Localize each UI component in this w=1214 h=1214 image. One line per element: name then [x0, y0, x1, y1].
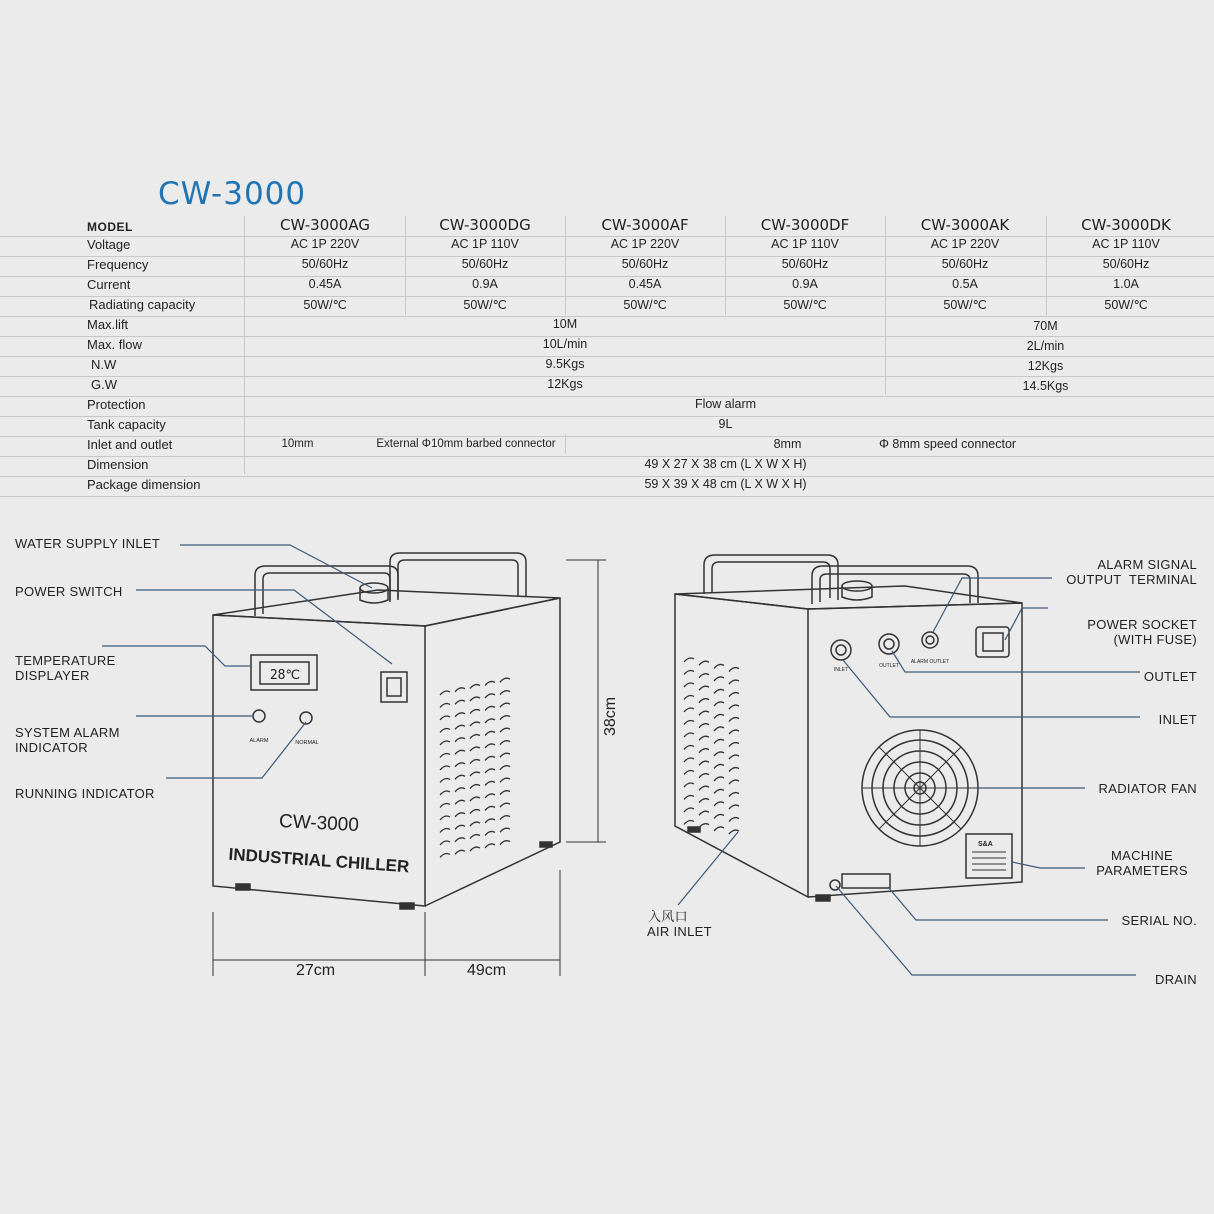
vent-slot: [699, 674, 709, 678]
vent-slot: [440, 691, 450, 695]
vent-slot: [440, 854, 450, 858]
vent-slot: [470, 835, 480, 839]
vent-slot: [500, 828, 510, 832]
vent-slot: [470, 747, 480, 751]
vent-slot: [440, 816, 450, 820]
vent-slot: [455, 750, 465, 754]
vent-slot: [470, 810, 480, 814]
vent-slot: [729, 693, 739, 697]
table-cell: 50W/℃: [1104, 298, 1148, 312]
vent-slot: [455, 688, 465, 692]
vent-slot: [684, 796, 694, 800]
vent-slot: [699, 711, 709, 715]
vent-slot: [485, 694, 495, 698]
product-text: INDUSTRIAL CHILLER: [228, 844, 410, 877]
table-cell: 50W/℃: [943, 298, 987, 312]
model-name: CW-3000DK: [1081, 216, 1171, 234]
table-cell: AC 1P 220V: [930, 237, 1000, 251]
vent-slot: [714, 664, 724, 668]
vent-slot: [684, 758, 694, 762]
vent-slot: [729, 718, 739, 722]
vent-slot: [470, 710, 480, 714]
row-label: Tank capacity: [87, 417, 166, 432]
vent-slot: [684, 783, 694, 787]
vent-slot: [500, 741, 510, 745]
vent-slot: [699, 761, 709, 765]
vent-slot: [500, 716, 510, 720]
vent-slot: [440, 829, 450, 833]
vent-slot: [684, 771, 694, 775]
vent-slot: [729, 805, 739, 809]
page-title: CW-3000: [158, 176, 307, 212]
vent-slot: [699, 661, 709, 665]
table-cell: 50/60Hz: [781, 257, 829, 271]
vent-slot: [485, 744, 495, 748]
vent-slot: [699, 699, 709, 703]
vent-slot: [684, 808, 694, 812]
vent-slot: [455, 838, 465, 842]
vent-slot: [699, 811, 709, 815]
table-cell: 50/60Hz: [301, 257, 349, 271]
row-label: Voltage: [87, 237, 131, 252]
table-cell: 59 X 39 X 48 cm (L X W X H): [644, 477, 807, 491]
model-name: CW-3000DF: [760, 216, 850, 234]
vent-slot: [699, 799, 709, 803]
table-cell: 12Kgs: [547, 377, 583, 391]
vent-slot: [485, 719, 495, 723]
row-label: Dimension: [87, 457, 149, 472]
vent-slot: [455, 713, 465, 717]
outlet-label: OUTLET: [1143, 669, 1197, 684]
table-cell: 10mm: [281, 438, 314, 450]
table-cell: 8mm: [773, 437, 802, 451]
machine-parameters-label: MACHINE PARAMETERS: [1096, 848, 1188, 878]
vent-slot: [440, 779, 450, 783]
vent-slot: [684, 721, 694, 725]
vent-slot: [470, 785, 480, 789]
vent-slot: [500, 816, 510, 820]
vent-slot: [485, 731, 495, 735]
table-cell: 0.5A: [952, 277, 978, 291]
table-cell: External Φ10mm barbed connector: [376, 438, 556, 450]
table-cell: 50W/℃: [303, 298, 347, 312]
vent-slots: [684, 658, 739, 834]
system-alarm-indicator-label: SYSTEM ALARM INDICATOR: [15, 725, 120, 755]
table-cell: 12Kgs: [1027, 359, 1064, 373]
inlet-label: INLET: [1158, 712, 1197, 727]
table-cell: AC 1P 110V: [451, 237, 519, 251]
vent-slot: [485, 781, 495, 785]
dimension-lines: [213, 560, 606, 976]
table-cell: AC 1P 220V: [290, 237, 360, 251]
vent-slot: [729, 668, 739, 672]
vent-slot: [500, 778, 510, 782]
vent-slot: [729, 743, 739, 747]
row-label: Package dimension: [87, 477, 201, 492]
vent-slot: [714, 802, 724, 806]
back-unit: [675, 555, 1022, 901]
vent-slot: [714, 739, 724, 743]
vent-slot: [699, 774, 709, 778]
width-dimension: 27cm: [296, 962, 336, 979]
vent-slot: [440, 841, 450, 845]
vent-slot: [500, 841, 510, 845]
model-label: MODEL: [87, 220, 133, 234]
table-cell: AC 1P 110V: [1092, 237, 1160, 251]
serial-no-label: SERIAL NO.: [1121, 913, 1197, 928]
vent-slot: [455, 850, 465, 854]
vent-slot: [684, 683, 694, 687]
row-label: Max. flow: [87, 337, 142, 352]
vent-slot: [440, 704, 450, 708]
vent-slot: [470, 697, 480, 701]
vent-slot: [455, 825, 465, 829]
plate-label: S&A: [978, 841, 993, 848]
row-label: Inlet and outlet: [87, 437, 173, 452]
vent-slot: [729, 780, 739, 784]
vent-slot: [500, 728, 510, 732]
vent-slot: [455, 775, 465, 779]
vent-slot: [470, 847, 480, 851]
vent-slot: [500, 791, 510, 795]
vent-slot: [729, 730, 739, 734]
table-cell: Φ 8mm speed connector: [878, 437, 1017, 451]
water-supply-inlet-label: WATER SUPPLY INLET: [15, 536, 161, 551]
row-label: Frequency: [87, 257, 149, 272]
vent-slot: [714, 827, 724, 831]
vent-slot: [699, 749, 709, 753]
vent-slot: [684, 658, 694, 662]
vent-slot: [729, 768, 739, 772]
vent-slot: [729, 705, 739, 709]
vent-slot: [440, 741, 450, 745]
vent-slot: [485, 831, 495, 835]
vent-slot: [500, 678, 510, 682]
air-inlet-label: AIR INLET: [647, 924, 712, 939]
vent-slot: [684, 708, 694, 712]
vent-slot: [699, 724, 709, 728]
height-dimension: 38cm: [602, 696, 619, 736]
table-cell: 49 X 27 X 38 cm (L X W X H): [644, 457, 807, 471]
table-cell: 50/60Hz: [941, 257, 989, 271]
table-cell: 0.9A: [792, 277, 818, 291]
vent-slot: [440, 754, 450, 758]
leader-lines: [102, 545, 1140, 975]
table-cell: 2L/min: [1026, 339, 1065, 353]
normal-label: NORMAL: [295, 740, 319, 746]
vent-slot: [470, 685, 480, 689]
vent-slot: [470, 722, 480, 726]
vent-slot: [714, 702, 724, 706]
table-cell: 50/60Hz: [621, 257, 669, 271]
vent-slot: [500, 766, 510, 770]
table-cell: 1.0A: [1113, 277, 1139, 291]
port-alarm-label: ALARM OUTLET: [910, 659, 950, 665]
vent-slot: [699, 686, 709, 690]
vent-slot: [485, 794, 495, 798]
row-label: Radiating capacity: [89, 297, 196, 312]
vent-slot: [455, 763, 465, 767]
vent-slot: [714, 814, 724, 818]
table-cell: 9L: [718, 417, 733, 431]
air-inlet-cn-label: 入风口: [648, 909, 688, 924]
vent-slot: [485, 769, 495, 773]
table-cell: 10M: [552, 317, 578, 331]
table-cell: 50/60Hz: [461, 257, 509, 271]
power-switch-label: POWER SWITCH: [15, 584, 123, 599]
vent-slot: [500, 803, 510, 807]
vent-slot: [455, 700, 465, 704]
temperature-displayer-label: TEMPERATURE DISPLAYER: [15, 653, 116, 683]
vent-slot: [714, 689, 724, 693]
table-cell: 70M: [1033, 319, 1058, 333]
vent-slot: [485, 844, 495, 848]
vent-slot: [500, 753, 510, 757]
vent-slot: [699, 786, 709, 790]
table-cell: 50W/℃: [783, 298, 827, 312]
table-cell: 9.5Kgs: [545, 357, 585, 371]
vent-slot: [684, 696, 694, 700]
vent-slot: [440, 804, 450, 808]
table-cell: 50W/℃: [623, 298, 667, 312]
table-cell: 50/60Hz: [1102, 257, 1150, 271]
row-label: Max.lift: [87, 317, 129, 332]
vent-slot: [440, 791, 450, 795]
vent-slot: [714, 677, 724, 681]
vent-slots: [440, 678, 510, 857]
vent-slot: [684, 733, 694, 737]
vent-slot: [684, 746, 694, 750]
row-label: Current: [87, 277, 131, 292]
alarm-signal-label: ALARM SIGNAL OUTPUT TERMINAL: [1066, 557, 1197, 587]
table-cell: 14.5Kgs: [1022, 379, 1069, 393]
row-label: G.W: [91, 377, 117, 392]
table-cell: 0.9A: [472, 277, 498, 291]
table-cell: AC 1P 220V: [610, 237, 680, 251]
vent-slot: [455, 738, 465, 742]
table-cell: 0.45A: [308, 277, 342, 291]
vent-slot: [699, 736, 709, 740]
vent-slot: [714, 752, 724, 756]
vent-slot: [485, 706, 495, 710]
vent-slot: [455, 725, 465, 729]
vent-slot: [714, 789, 724, 793]
vent-slot: [455, 813, 465, 817]
vent-slot: [440, 716, 450, 720]
vent-slot: [440, 766, 450, 770]
vent-slot: [714, 727, 724, 731]
table-cell: 10L/min: [542, 337, 588, 351]
vent-slot: [485, 806, 495, 810]
table-cell: Flow alarm: [694, 397, 757, 411]
table-cell: 50W/℃: [463, 298, 507, 312]
model-text: CW-3000: [278, 810, 360, 837]
vent-slot: [714, 714, 724, 718]
row-label: N.W: [91, 357, 117, 372]
length-dimension: 49cm: [467, 962, 507, 979]
vent-slot: [485, 819, 495, 823]
vent-slot: [500, 691, 510, 695]
vent-slot: [684, 671, 694, 675]
vent-slot: [470, 735, 480, 739]
vent-slot: [485, 681, 495, 685]
vent-slot: [470, 772, 480, 776]
model-name: CW-3000AK: [920, 216, 1010, 234]
display-value: 28℃: [269, 668, 301, 683]
vent-slot: [729, 793, 739, 797]
drain-label: DRAIN: [1155, 972, 1197, 987]
vent-slot: [729, 680, 739, 684]
vent-slot: [470, 822, 480, 826]
vent-slot: [714, 777, 724, 781]
port-inlet-label: INLET: [833, 667, 849, 673]
vent-slot: [440, 729, 450, 733]
alarm-label: ALARM: [249, 738, 269, 744]
model-name: CW-3000DG: [439, 216, 531, 234]
vent-slot: [729, 818, 739, 822]
vent-slot: [470, 760, 480, 764]
vent-slot: [500, 703, 510, 707]
vent-slot: [714, 764, 724, 768]
vent-slot: [455, 788, 465, 792]
vent-slot: [729, 755, 739, 759]
model-name: CW-3000AG: [280, 216, 370, 234]
vent-slot: [455, 800, 465, 804]
vent-slot: [485, 756, 495, 760]
vent-slot: [470, 797, 480, 801]
running-indicator-label: RUNNING INDICATOR: [15, 786, 155, 801]
port-outlet-label: OUTLET: [879, 663, 899, 669]
model-name: CW-3000AF: [601, 216, 689, 234]
table-cell: AC 1P 110V: [771, 237, 839, 251]
table-cell: 0.45A: [628, 277, 662, 291]
power-socket-label: POWER SOCKET (WITH FUSE): [1087, 617, 1197, 647]
row-label: Protection: [87, 397, 146, 412]
radiator-fan-label: RADIATOR FAN: [1098, 781, 1197, 796]
vent-slot: [684, 821, 694, 825]
